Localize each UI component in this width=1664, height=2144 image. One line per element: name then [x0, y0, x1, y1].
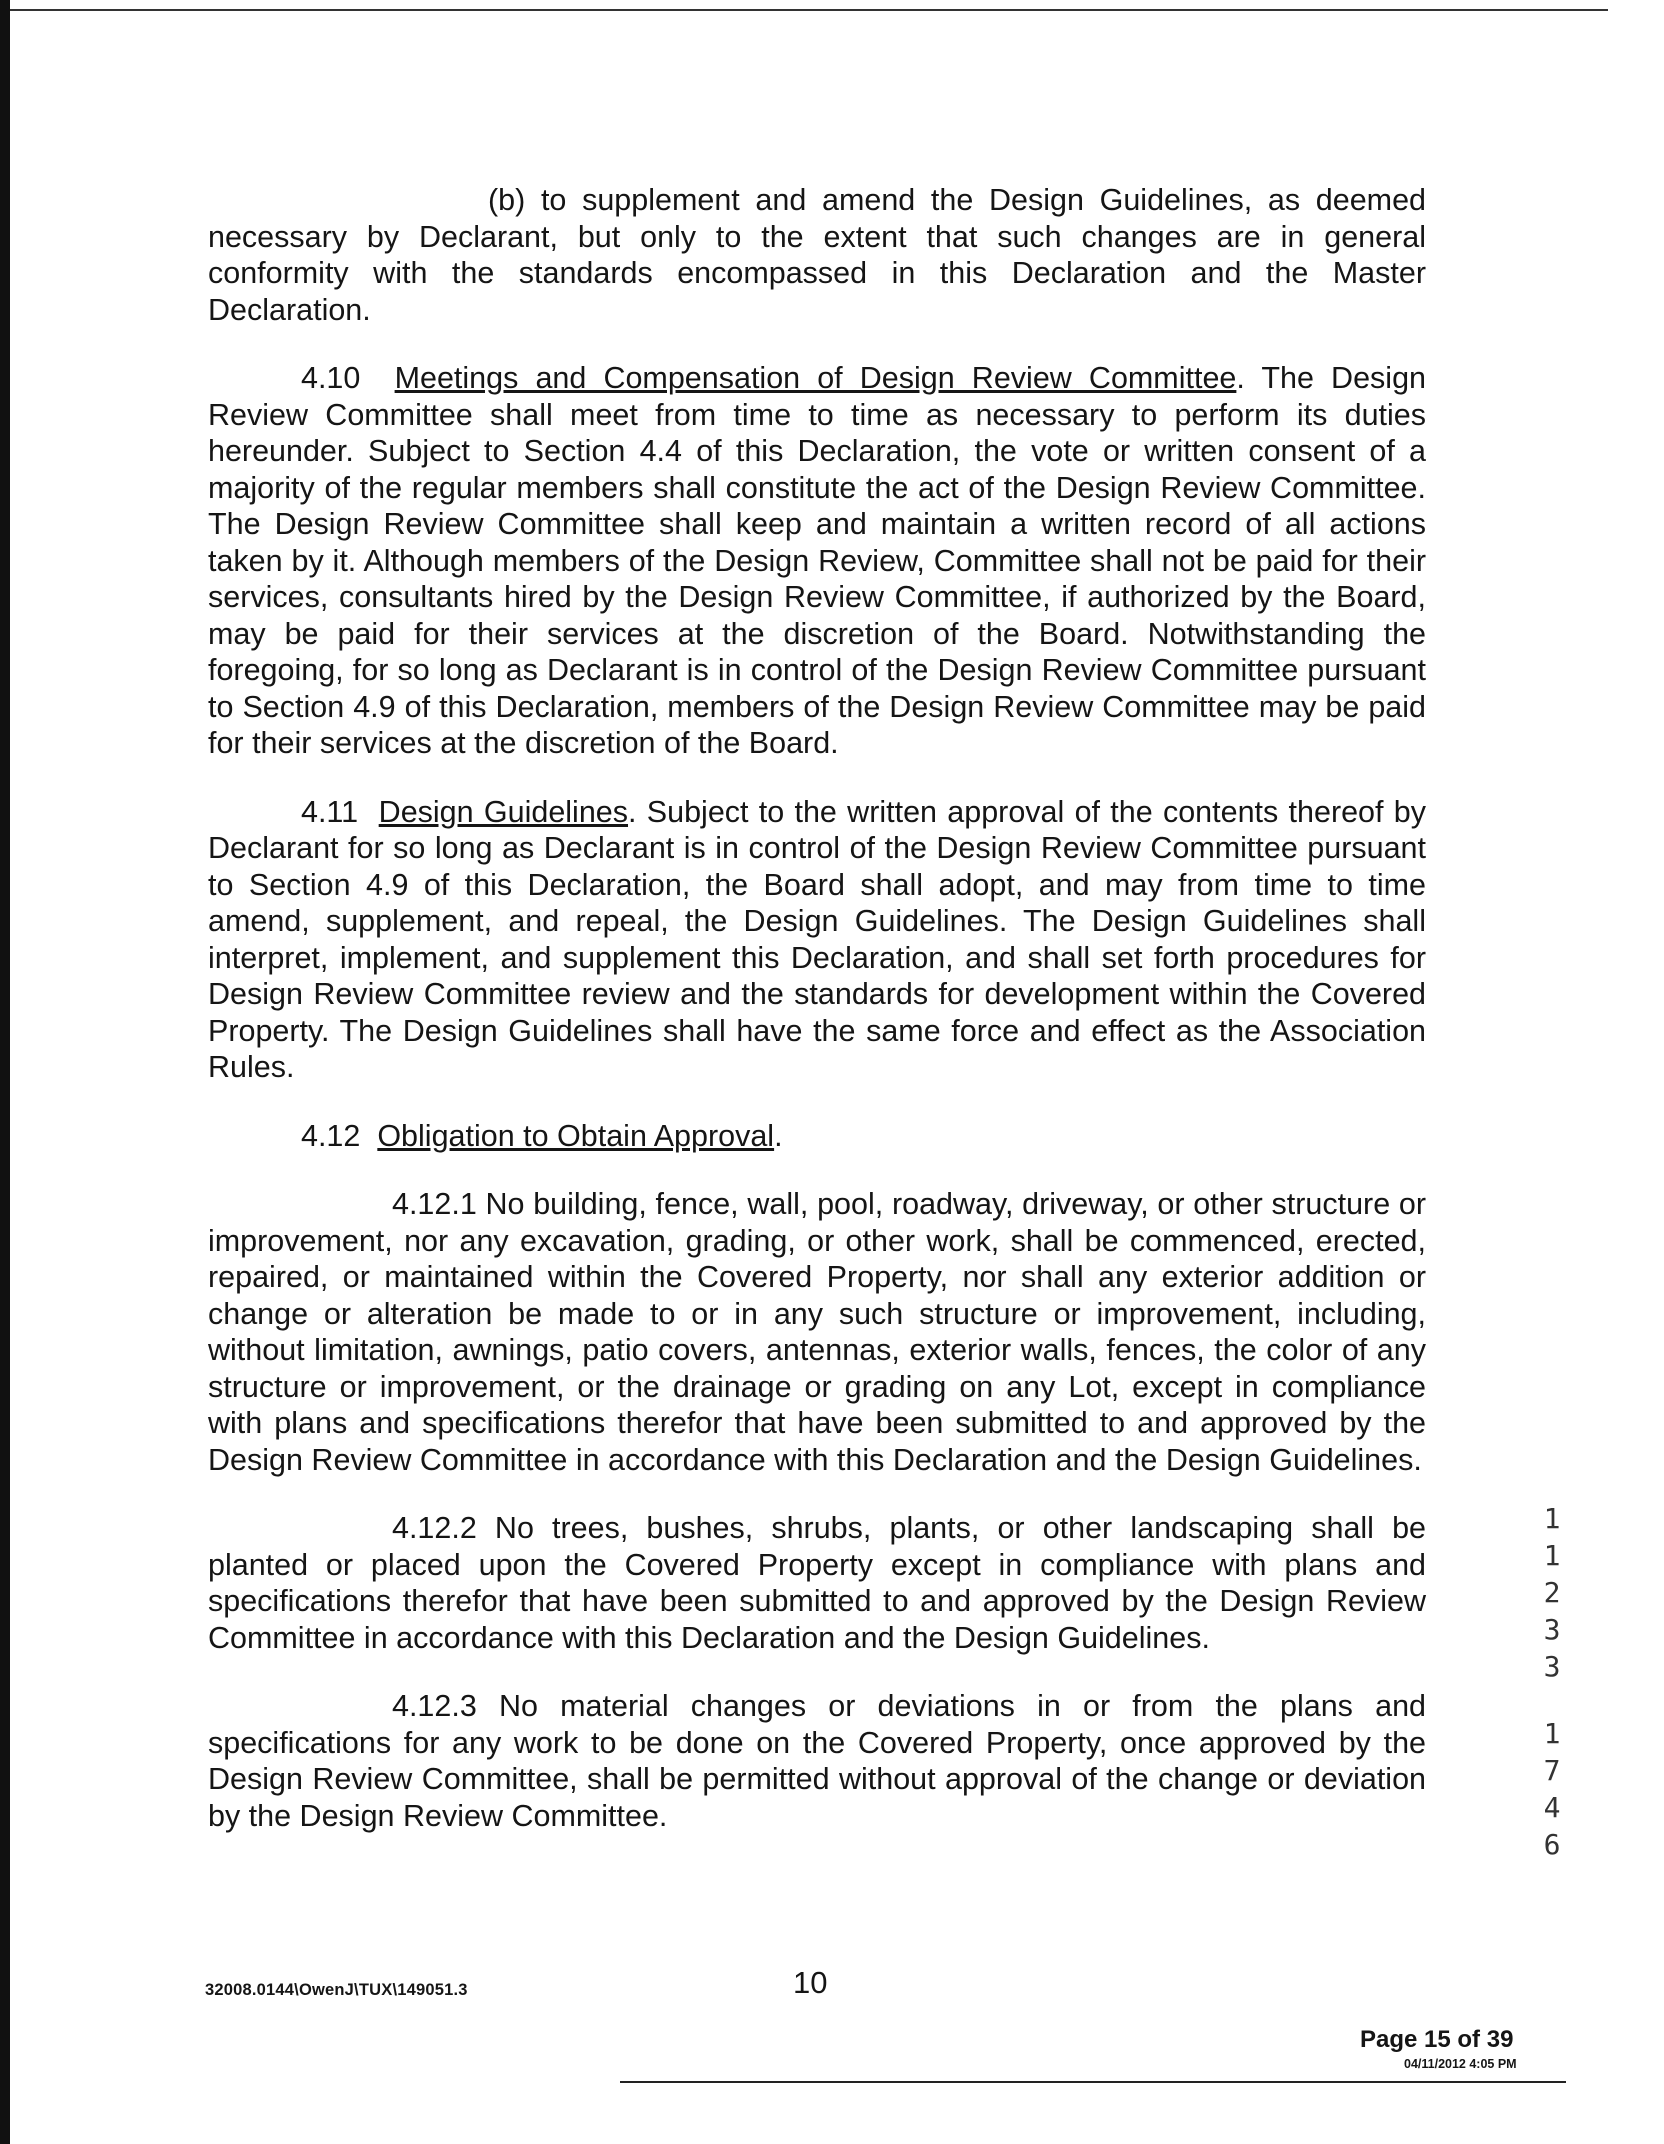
section-4-11-heading: Design Guidelines — [378, 794, 629, 829]
section-4-12-1: 4.12.1 No building, fence, wall, pool, roadway, driveway, or other structure or improvement, nor any excavation, grading, or other work, shall be commenced, erected, repaired, or maintained within the Covered Property, nor shall any exterior addition or change or alteration be made to or in any such structure or improvement, including, without limitation, awnings, patio covers, antennas, exterior walls, fences, the color of any structure or improvement, or the drainage or grading on any Lot, except in compliance with plans and specifications therefor that have been submitted to and approved by the Design Review Committee in accordance with this Declaration and the Design Guidelines. — [208, 1187, 1426, 1477]
paragraph-b: (b) to supplement and amend the Design Guidelines, as deemed necessary by Declarant, but only to the extent that such changes are in general conformity with the standards encompassed in this Declaration and the Master Declaration. — [208, 183, 1426, 327]
stamp-digit: 3 — [1543, 1650, 1561, 1683]
document-body — [208, 182, 1426, 1866]
stamp-digit: 3 — [1543, 1613, 1561, 1646]
stamp-digit: 1 — [1543, 1717, 1561, 1750]
section-4-11-number: 4.11 — [301, 794, 359, 829]
section-4-12-2: 4.12.2 No trees, bushes, shrubs, plants, or other landscaping shall be planted or placed upon the Covered Property except in compliance with plans and specifications therefor that have been submitted to and approved by the Design Review Committee in accordance with this Declaration and the Design Guidelines. — [208, 1511, 1426, 1655]
page-number: 10 — [793, 1965, 828, 2000]
stamp-digit: 1 — [1543, 1502, 1561, 1535]
scan-left-edge-bar — [0, 0, 10, 2144]
section-4-10-body: . The Design Review Committee shall meet from time to time as necessary to perform its duties hereunder. Subject to Section 4.4 of this Declaration, the vote or written consent of a majority of the regular members shall constitute the act of the Design Review Committee. The Design Review Committee shall keep and maintain a written record of all actions taken by it. Although members of the Design Review, Committee shall not be paid for their services, consultants hired by the Design Review Committee, if authorized by the Board, may be paid for their services at the discretion of the Board. Notwithstanding the foregoing, for so long as Declarant is in control of the Design Review Committee pursuant to Section 4.9 of this Declaration, members of the Design Review Committee may be paid for their services at the discretion of the Board. — [208, 361, 1427, 760]
stamp-digit: 6 — [1543, 1828, 1561, 1861]
section-4-10 — [208, 360, 1426, 762]
recorder-datetime-stamp: 04/11/2012 4:05 PM — [1404, 2057, 1517, 2071]
vertical-recording-number — [1534, 1500, 1570, 1863]
section-4-11-body: . Subject to the written approval of the contents thereof by Declarant for so long as Declarant is in control of the Design Review Committee pursuant to Section 4.9 of this Declaration, the Board shall adopt, and may from time to time amend, supplement, and repeal, the Design Guidelines. The Design Guidelines shall interpret, implement, and supplement this Declaration, and shall set forth procedures for Design Review Committee review and the standards for development within the Covered Property. The Design Guidelines shall have the same force and effect as the Association Rules. — [208, 794, 1426, 1084]
section-4-12-3: 4.12.3 No material changes or deviations in or from the plans and specifications for any work to be done on the Covered Property, once approved by the Design Review Committee, shall be permitted without approval of the change or deviation by the Design Review Committee. — [208, 1689, 1426, 1833]
section-4-10-heading: Meetings and Compensation of Design Review Committee — [394, 361, 1237, 395]
section-4-12-heading: Obligation to Obtain Approval — [377, 1118, 775, 1153]
stamp-gap — [1534, 1685, 1570, 1715]
footer-file-reference: 32008.0144\OwenJ\TUX\149051.3 — [205, 1981, 468, 1999]
recorder-page-stamp: Page 15 of 39 — [1360, 2026, 1514, 2053]
bottom-border-rule — [620, 2081, 1566, 2083]
section-4-12-number: 4.12 — [301, 1118, 361, 1153]
stamp-digit: 7 — [1543, 1754, 1561, 1787]
section-4-12-trail: . — [774, 1118, 783, 1153]
section-4-10-number: 4.10 — [301, 361, 361, 395]
top-border-rule — [10, 9, 1608, 11]
stamp-digit: 1 — [1543, 1539, 1561, 1572]
section-4-11 — [208, 794, 1426, 1086]
stamp-digit: 2 — [1543, 1576, 1561, 1609]
stamp-digit: 4 — [1543, 1791, 1561, 1824]
section-4-12 — [208, 1118, 1426, 1155]
